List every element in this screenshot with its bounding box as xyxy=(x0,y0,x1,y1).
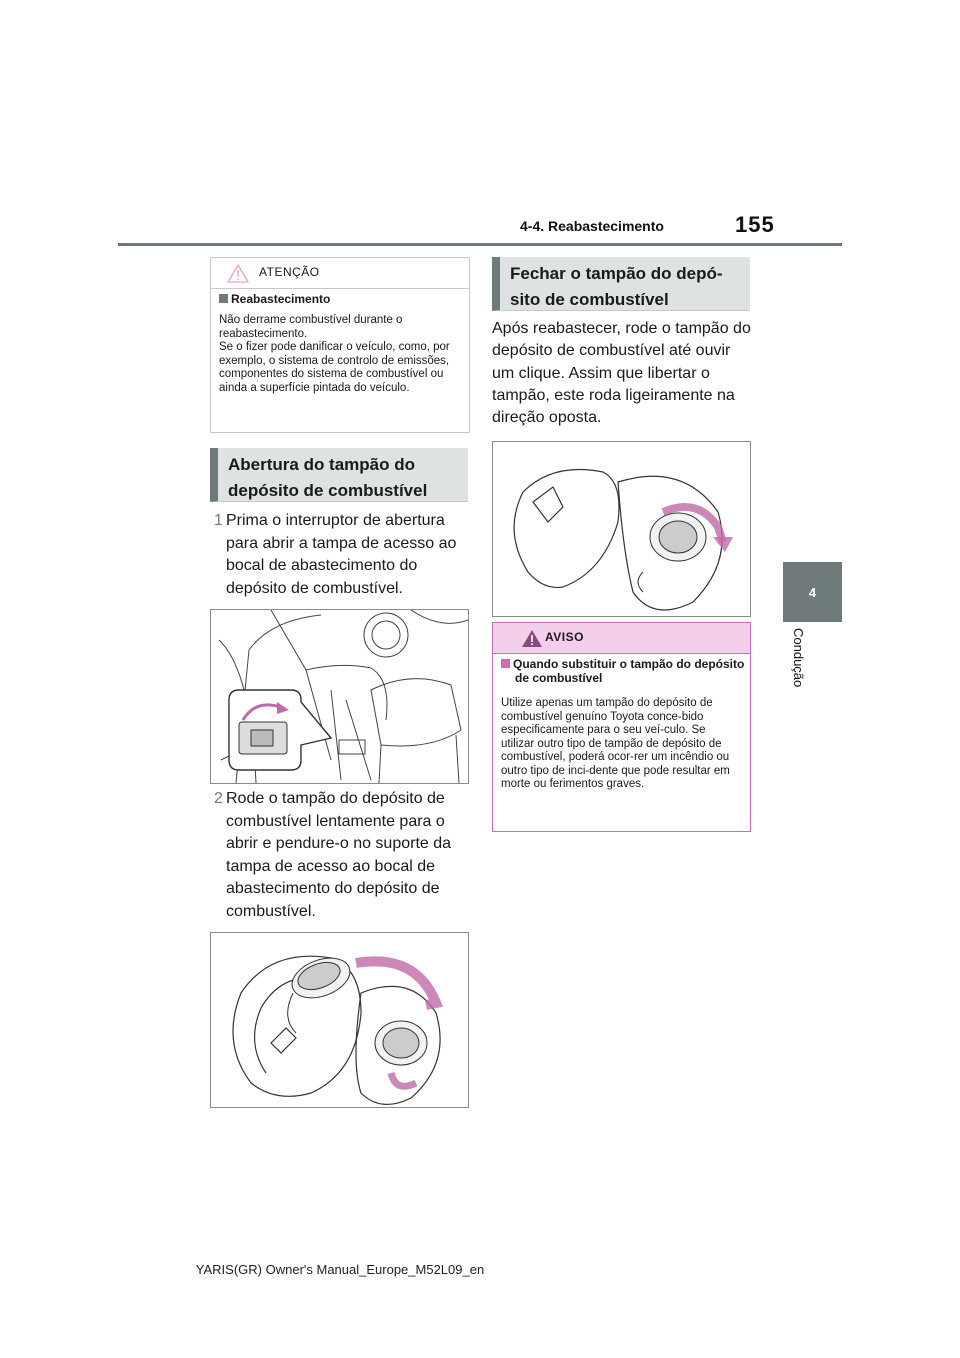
chapter-tab-label: Condução xyxy=(791,628,806,688)
closing-text: Após reabastecer, rode o tampão do depósito de combustível até ouvir um clique. Assim que libertar o tampão, este roda ligeiramente na direção oposta. xyxy=(492,320,751,427)
footer-text: YARIS(GR) Owner's Manual_Europe_M52L09_en xyxy=(195,1262,485,1277)
closing-heading: Fechar o tampão do depó-sito de combustível xyxy=(492,257,750,311)
bullet-square-icon xyxy=(219,294,228,303)
warning-icon xyxy=(521,629,543,648)
attention-header xyxy=(211,258,469,289)
step-2 xyxy=(214,788,476,923)
chapter-number: 4 xyxy=(808,584,817,600)
opening-heading: Abertura do tampão do depósito de combustível xyxy=(210,448,468,502)
chapter-tab xyxy=(783,562,842,622)
header-rule xyxy=(118,243,842,246)
attention-subheading: Reabastecimento xyxy=(219,292,330,306)
bullet-square-icon xyxy=(501,659,510,668)
warning-header xyxy=(493,623,750,654)
step-text: Rode o tampão do depósito de combustível lentamente para o abrir e pendure-o no suporte da tampa de acesso ao bocal de abastecimento do depósito de combustível. xyxy=(226,790,452,920)
step-text: Prima o interruptor de abertura para abrir a tampa de acesso ao bocal de abastecimento do depósito de combustível. xyxy=(226,512,457,597)
fuel-opener-switch-illustration xyxy=(210,609,469,784)
attention-title: ATENÇÃO xyxy=(259,265,320,279)
warning-subheading: Quando substituir o tampão do depósito de combustível xyxy=(501,657,760,685)
caution-icon xyxy=(227,264,249,283)
warning-body: Utilize apenas um tampão do depósito de combustível genuíno Toyota conce-bido especificamente para o seu veí-culo. Se utilizar outro tipo de tampão de depósito de combustível, poderá ocor-rer um incêndio ou outro tipo de inci-dente que pode resultar em morte ou ferimentos graves. xyxy=(501,697,730,790)
footer xyxy=(0,1262,960,1277)
attention-body: Não derrame combustível durante o reabastecimento. Se o fizer pode danificar o veículo, como, por exemplo, o sistema de controlo de emissões, componentes do sistema de combustível ou ainda a superfície pintada do veículo. xyxy=(219,314,450,394)
section-title: 4-4. Reabastecimento xyxy=(520,218,664,234)
warning-box xyxy=(492,622,751,832)
step-number: 1 xyxy=(214,512,223,529)
warning-title: AVISO xyxy=(545,630,584,644)
step-number: 2 xyxy=(214,790,223,807)
fuel-cap-closing-illustration xyxy=(492,441,751,617)
page-number: 155 xyxy=(735,212,775,237)
attention-box xyxy=(210,257,470,433)
fuel-cap-opening-illustration xyxy=(210,932,469,1108)
step-1 xyxy=(214,510,476,602)
